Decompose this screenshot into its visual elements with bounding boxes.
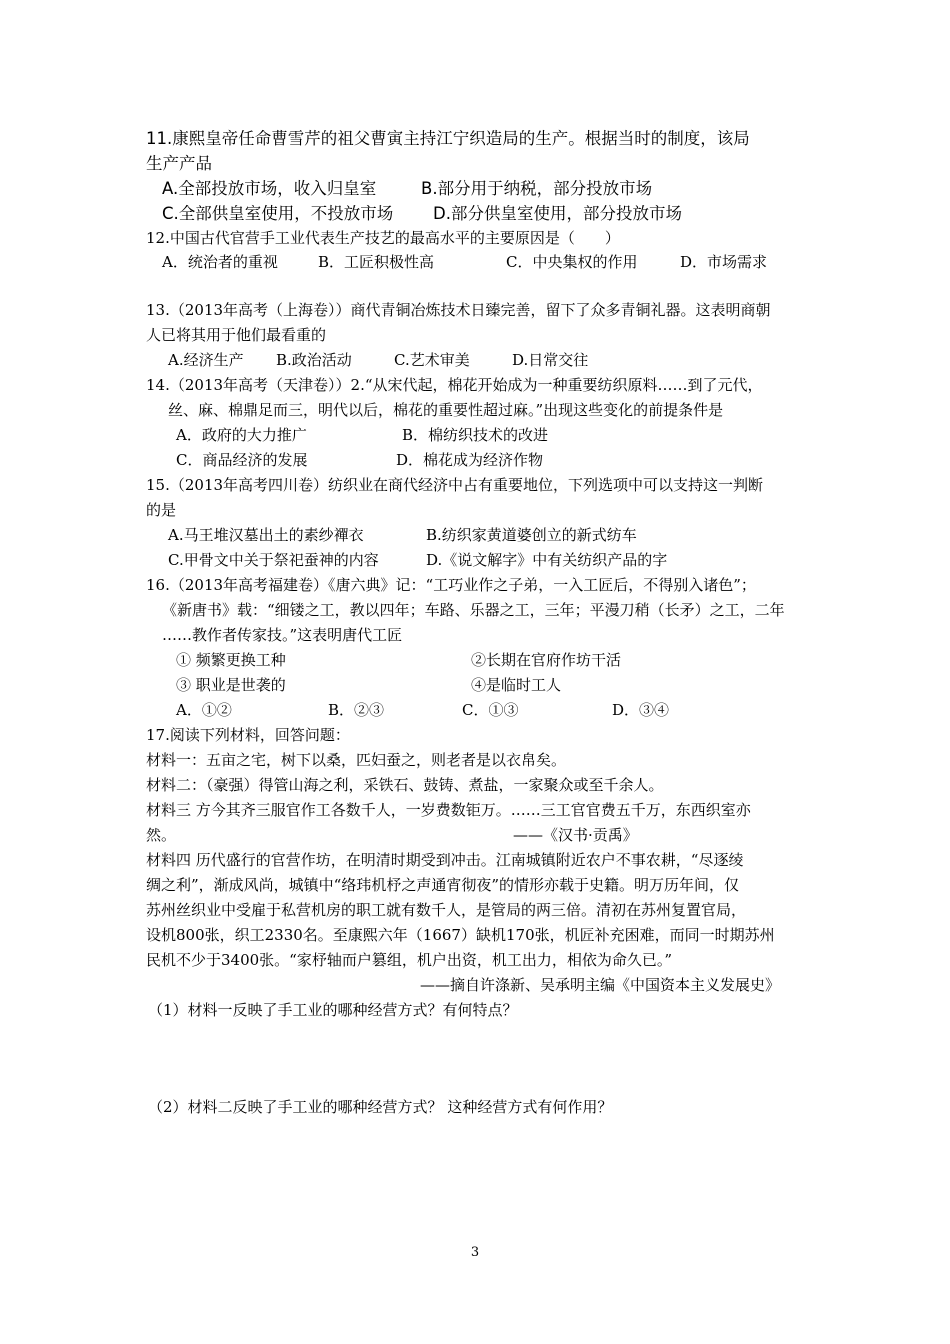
q11-stem-line2: 生产产品 xyxy=(146,154,212,173)
q13-stem-line2: 人已将其用于他们最看重的 xyxy=(146,326,327,344)
page-number: 3 xyxy=(470,1245,480,1260)
q17-material-4-line4: 设机800张，织工2330名。至康熙六年（1667）缺机170张，机匠补充困难，而同一时期苏州 xyxy=(146,926,775,944)
q16-option-b: B．②③ xyxy=(328,701,385,719)
q17-material-3-line1: 材料三 方今其齐三服官作工各数千人，一岁费数钜万。……三工官官费五千万，东西织室亦 xyxy=(146,801,751,819)
q12-option-b: B．工匠积极性高 xyxy=(318,253,435,271)
q14-stem-line2: 丝、麻、棉鼎足而三，明代以后，棉花的重要性超过麻。”出现这些变化的前提条件是 xyxy=(168,401,724,419)
q17-subquestion-2: （2）材料二反映了手工业的哪种经营方式？ 这种经营方式有何作用？ xyxy=(148,1098,613,1116)
q17-material-4-line3: 苏州丝织业中受雇于私营机房的职工就有数千人，是管局的两三倍。清初在苏州复置官局， xyxy=(146,901,747,919)
q15-option-a: A.马王堆汉墓出土的素纱襌衣 xyxy=(168,526,364,544)
q13-option-a: A.经济生产 xyxy=(168,351,244,369)
q17-intro: 17.阅读下列材料，回答问题： xyxy=(146,726,350,744)
q11-option-d: D.部分供皇室使用，部分投放市场 xyxy=(433,204,682,223)
q15-option-c: C.甲骨文中关于祭祀蚕神的内容 xyxy=(168,551,379,569)
q12-option-d: D．市场需求 xyxy=(680,253,768,271)
q14-option-b: B．棉纺织技术的改进 xyxy=(402,426,549,444)
q14-option-d: D．棉花成为经济作物 xyxy=(396,451,544,469)
q17-material-4-line2: 绸之利”，渐成风尚，城镇中“络玮机杼之声通宵彻夜”的情形亦载于史籍。明万历年间，仅 xyxy=(146,876,740,894)
q14-option-c: C．商品经济的发展 xyxy=(176,451,308,469)
q17-subquestion-1: （1）材料一反映了手工业的哪种经营方式？有何特点？ xyxy=(148,1001,518,1019)
q17-material-4-source: ——摘自许涤新、吴承明主编《中国资本主义发展史》 xyxy=(420,976,781,994)
q17-material-1: 材料一：五亩之宅，树下以桑，匹妇蚕之，则老者是以衣帛矣。 xyxy=(146,751,567,769)
q15-stem-line2: 的是 xyxy=(146,501,177,519)
q16-option-a: A．①② xyxy=(176,701,232,719)
q11-stem-line1: 11.康熙皇帝任命曹雪芹的祖父曹寅主持江宁织造局的生产。根据当时的制度，该局 xyxy=(146,129,750,148)
q16-item-2: ②长期在官府作坊干活 xyxy=(471,651,622,669)
q16-option-c: C．①③ xyxy=(462,701,519,719)
q11-option-c: C.全部供皇室使用，不投放市场 xyxy=(162,204,394,223)
q15-option-b: B.纺织家黄道婆创立的新式纺车 xyxy=(426,526,637,544)
q14-stem-line1: 14.（2013年高考（天津卷））2.“从宋代起，棉花开始成为一种重要纺织原料……到了元代， xyxy=(146,376,763,394)
q17-material-3-source: ——《汉书·贡禹》 xyxy=(513,826,638,844)
q13-option-d: D.日常交往 xyxy=(512,351,589,369)
q17-material-2: 材料二：（豪强）得管山海之利，采铁石、鼓铸、煮盐，一家聚众或至千余人。 xyxy=(146,776,664,794)
q15-option-d: D.《说文解字》中有关纺织产品的字 xyxy=(426,551,668,569)
q13-option-c: C.艺术审美 xyxy=(394,351,470,369)
q16-stem-line3: ……教作者传家技。”这表明唐代工匠 xyxy=(162,626,403,644)
q17-material-4-line1: 材料四 历代盛行的官营作坊，在明清时期受到冲击。江南城镇附近农户不事农耕，“尽逐绫 xyxy=(146,851,744,869)
q16-item-4: ④是临时工人 xyxy=(471,676,562,694)
q16-item-3: ③ 职业是世袭的 xyxy=(176,676,286,694)
q16-option-d: D．③④ xyxy=(612,701,670,719)
q12-option-c: C．中央集权的作用 xyxy=(506,253,638,271)
q16-stem-line2: 《新唐书》载：“细镂之工，教以四年；车路、乐器之工，三年；平漫刀稍（长矛）之工，二年 xyxy=(162,601,785,619)
q17-material-3-line2: 然。 xyxy=(146,826,177,844)
q13-stem-line1: 13.（2013年高考（上海卷））商代青铜冶炼技术日臻完善，留下了众多青铜礼器。这表明商朝 xyxy=(146,301,771,319)
q16-item-1: ① 频繁更换工种 xyxy=(176,651,286,669)
q17-material-4-line5: 民机不少于3400张。“家杼轴而户篡组，机户出资，机工出力，相依为命久已。” xyxy=(146,951,673,969)
q14-option-a: A．政府的大力推广 xyxy=(176,426,307,444)
q11-option-b: B.部分用于纳税，部分投放市场 xyxy=(421,179,653,198)
q12-stem: 12.中国古代官营手工业代表生产技艺的最高水平的主要原因是（ ） xyxy=(146,229,620,247)
q15-stem-line1: 15.（2013年高考四川卷）纺织业在商代经济中占有重要地位，下列选项中可以支持这一判断 xyxy=(146,476,764,494)
q13-option-b: B.政治活动 xyxy=(276,351,352,369)
q11-option-a: A.全部投放市场，收入归皇室 xyxy=(162,179,377,198)
q12-option-a: A．统治者的重视 xyxy=(162,253,278,271)
q16-stem-line1: 16.（2013年高考福建卷）《唐六典》记：“工巧业作之子弟，一入工匠后，不得别入诸色”； xyxy=(146,576,756,594)
